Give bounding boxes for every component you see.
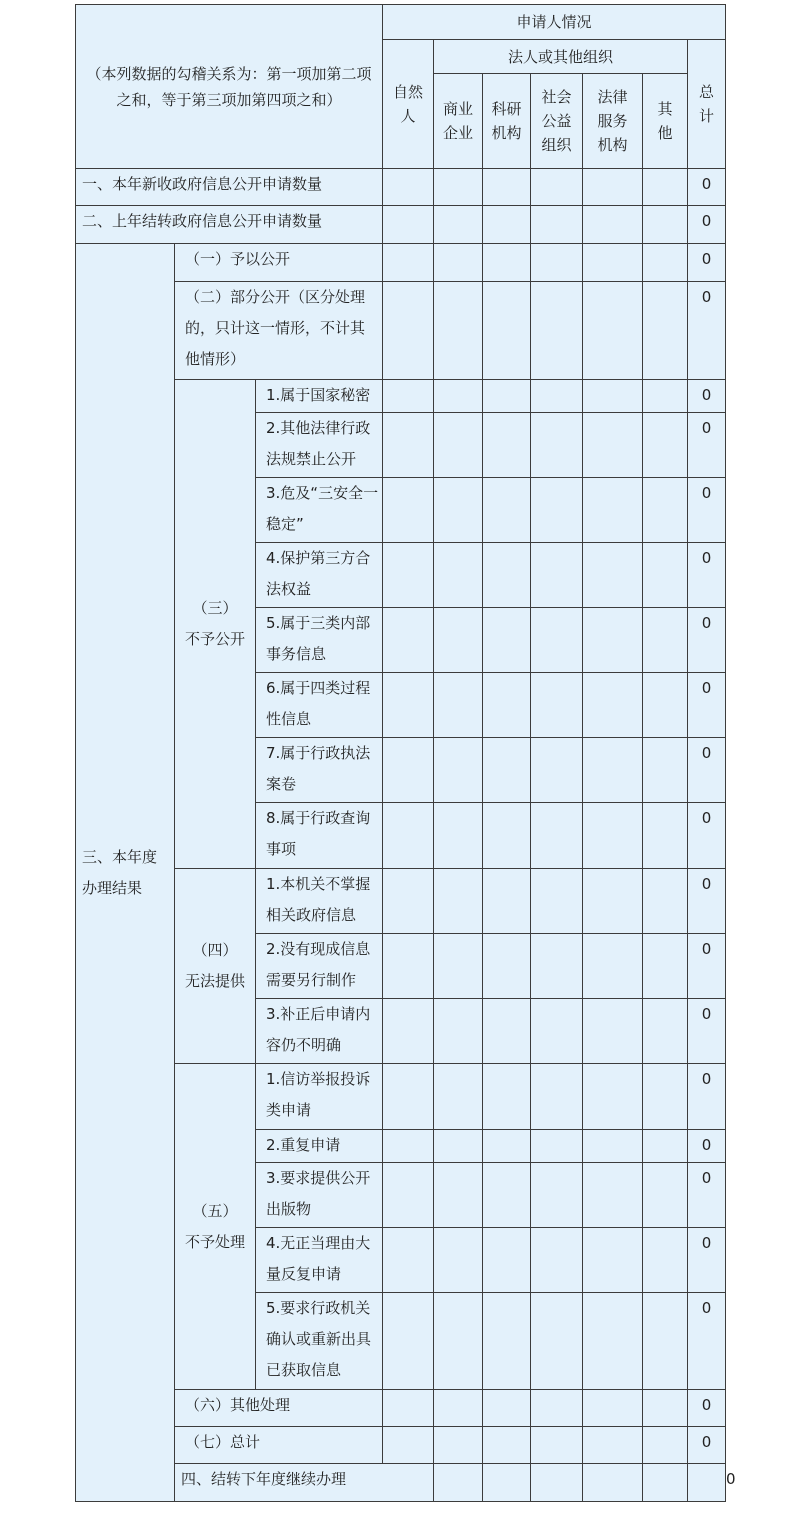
row-other-handling: （六）其他处理 bbox=[175, 1390, 383, 1427]
item: 3.要求提供公开出版物 bbox=[256, 1163, 383, 1228]
total-value: 0 bbox=[688, 1427, 726, 1464]
total-value: 0 bbox=[688, 1228, 726, 1293]
total-value: 0 bbox=[688, 282, 726, 380]
group-unable-to-provide: （四） 无法提供 bbox=[175, 869, 256, 1064]
group-not-disclosed: （三） 不予公开 bbox=[175, 380, 256, 869]
legal-orgs-header: 法人或其他组织 bbox=[434, 40, 688, 74]
item: 6.属于四类过程性信息 bbox=[256, 673, 383, 738]
total-value: 0 bbox=[688, 673, 726, 738]
disclosure-statistics-table: （本列数据的勾稽关系为：第一项加第二项之和，等于第三项加第四项之和） 申请人情况 自然人 法人或其他组织 总计 商业企业 科研机构 社会公益组织 法律服务机构 其他 一、本年新收政府信息公开申请数量 0 二、上年结转政府信息公开申请数量 0 三、本年度办理结果 （一）予以公开 0 （二）部分公开（区分处理的，只计这一情形，不计其他情形） 0 （三） 不予公开 1.属于国家秘密 0 2.其他法律行政法规禁止公开 0 3.危及“三安全一稳定” 0 4.保护第三方合法权益 0 5.属于三类内部事务信息 0 6.属于四类过程性信息 0 7.属于行政执法案卷 0 8.属于行政查询事项 0 （四） 无法提供 1.本机关不掌握相关政府信息 0 2.没有现成信息需要另行制作 0 3.补正后申请内容仍不明确 0 （五） 不予处理 1.信访举报投诉类申请 0 2.重复申请 0 3.要求提供公开出版物 0 4.无正当理由大量反复申请 0 5.要求行政机关确认或重新出具已获取信息 0 （六）其他处理 0 （七）总计 0 四、结转下年度继续办理 0 bbox=[75, 4, 726, 1502]
total-value: 0 bbox=[688, 206, 726, 244]
relation-note: （本列数据的勾稽关系为：第一项加第二项之和，等于第三项加第四项之和） bbox=[76, 5, 383, 169]
item: 2.重复申请 bbox=[256, 1130, 383, 1163]
total-value: 0 bbox=[688, 869, 726, 934]
row-partial: （二）部分公开（区分处理的，只计这一情形，不计其他情形） bbox=[175, 282, 383, 380]
research-header: 科研机构 bbox=[483, 74, 531, 169]
item: 1.属于国家秘密 bbox=[256, 380, 383, 413]
total-value: 0 bbox=[688, 934, 726, 999]
row-disclosed: （一）予以公开 bbox=[175, 244, 383, 282]
row-results-total: （七）总计 bbox=[175, 1427, 383, 1464]
item: 5.属于三类内部事务信息 bbox=[256, 608, 383, 673]
total-value: 0 bbox=[688, 999, 726, 1064]
total-value: 0 bbox=[688, 1293, 726, 1390]
item: 1.信访举报投诉类申请 bbox=[256, 1064, 383, 1130]
total-value: 0 bbox=[688, 1130, 726, 1163]
total-value: 0 bbox=[688, 608, 726, 673]
other-header: 其他 bbox=[643, 74, 688, 169]
group-not-processed: （五） 不予处理 bbox=[175, 1064, 256, 1390]
item: 5.要求行政机关确认或重新出具已获取信息 bbox=[256, 1293, 383, 1390]
natural-person-header: 自然人 bbox=[383, 40, 434, 169]
applicant-header: 申请人情况 bbox=[383, 5, 726, 40]
item: 1.本机关不掌握相关政府信息 bbox=[256, 869, 383, 934]
row-carried-over: 二、上年结转政府信息公开申请数量 bbox=[76, 206, 383, 244]
item: 3.危及“三安全一稳定” bbox=[256, 478, 383, 543]
total-value: 0 bbox=[688, 1390, 726, 1427]
item: 8.属于行政查询事项 bbox=[256, 803, 383, 869]
total-header: 总计 bbox=[688, 40, 726, 169]
total-value: 0 bbox=[688, 244, 726, 282]
business-header: 商业企业 bbox=[434, 74, 483, 169]
total-value: 0 bbox=[688, 413, 726, 478]
item: 2.没有现成信息需要另行制作 bbox=[256, 934, 383, 999]
row-carry-forward: 四、结转下年度继续办理 bbox=[175, 1464, 434, 1502]
item: 7.属于行政执法案卷 bbox=[256, 738, 383, 803]
total-value: 0 bbox=[688, 380, 726, 413]
public-welfare-header: 社会公益组织 bbox=[531, 74, 583, 169]
total-value: 0 bbox=[688, 478, 726, 543]
legal-service-header: 法律服务机构 bbox=[583, 74, 643, 169]
section-results: 三、本年度办理结果 bbox=[76, 244, 175, 1502]
item: 4.保护第三方合法权益 bbox=[256, 543, 383, 608]
item: 4.无正当理由大量反复申请 bbox=[256, 1228, 383, 1293]
total-value: 0 bbox=[688, 1163, 726, 1228]
row-new-requests: 一、本年新收政府信息公开申请数量 bbox=[76, 169, 383, 206]
total-value: 0 bbox=[688, 169, 726, 206]
item: 3.补正后申请内容仍不明确 bbox=[256, 999, 383, 1064]
total-value: 0 bbox=[688, 803, 726, 869]
item: 2.其他法律行政法规禁止公开 bbox=[256, 413, 383, 478]
total-value: 0 bbox=[688, 543, 726, 608]
total-value: 0 bbox=[688, 738, 726, 803]
total-value: 0 bbox=[688, 1064, 726, 1130]
